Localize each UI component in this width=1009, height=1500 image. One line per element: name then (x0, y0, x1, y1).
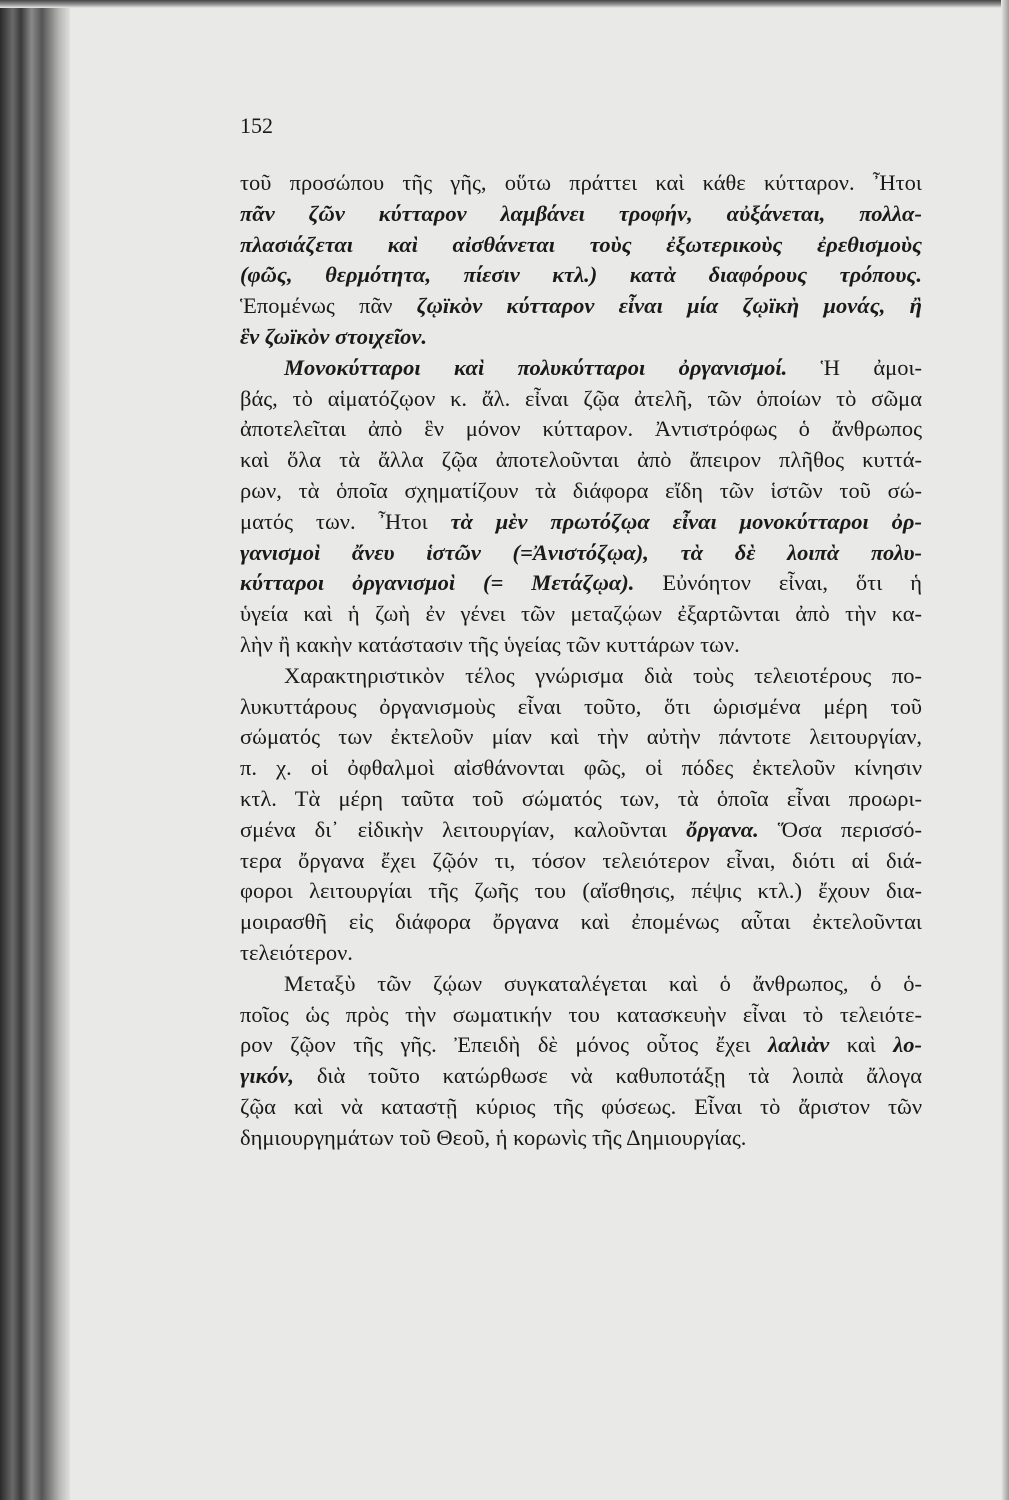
text-segment: ποῖος ὡς πρὸς τὴν σωματικήν του κατασκευὴν εἶναι τὸ τελειότε- (240, 1001, 922, 1027)
text-line (240, 445, 922, 476)
text-line (240, 876, 922, 907)
emphasized-text: πᾶν ζῶν κύτταρον λαμβάνει τροφήν, αὐξάνεται, πολλα- (240, 200, 922, 226)
text-segment: τερα ὄργανα ἔχει ζῷόν τι, τόσον τελειότερον εἶναι, διότι αἱ διά- (240, 847, 922, 873)
emphasized-text: ζῳϊκὸν κύτταρον εἶναι μία ζῳϊκὴ μονάς, ἢ (416, 293, 922, 319)
text-line (240, 1030, 922, 1061)
emphasized-text: γανισμοὶ ἄνευ ἱστῶν (=Ἀνιστόζῳα), τὰ δὲ λοιπὰ πολυ- (240, 539, 922, 565)
text-line (240, 846, 922, 877)
text-segment: σώματός των ἐκτελοῦν μίαν καὶ τὴν αὐτὴν πάντοτε λειτουργίαν, (240, 724, 922, 750)
text-segment: ἀποτελεῖται ἀπὸ ἓν μόνον κύτταρον. Ἀντιστρόφως ὁ ἄνθρωπος (240, 416, 922, 442)
text-line (240, 1061, 922, 1092)
text-segment: λυκυττάρους ὀργανισμοὺς εἶναι τοῦτο, ὅτι ὡρισμένα μέρη τοῦ (240, 693, 922, 719)
page-right-edge (1001, 0, 1009, 1500)
text-line (240, 1123, 922, 1154)
text-segment: τελειότερον. (240, 939, 353, 965)
text-segment: Εὐνόητον εἶναι, ὅτι ἡ (634, 570, 922, 596)
text-segment: Μεταξὺ τῶν ζῴων συγκαταλέγεται καὶ ὁ ἄνθρωπος, ὁ ὁ- (284, 970, 922, 996)
text-line (240, 938, 922, 969)
text-line (240, 353, 922, 384)
text-line (240, 661, 922, 692)
text-line (240, 199, 922, 230)
text-line (240, 599, 922, 630)
text-line (240, 384, 922, 415)
text-segment: τοῦ προσώπου τῆς γῆς, οὕτω πράττει καὶ κάθε κύτταρον. Ἦτοι (240, 170, 922, 195)
book-spine-edge (0, 0, 70, 1500)
text-line (240, 507, 922, 538)
emphasized-text: κύτταροι ὀργανισμοὶ (= Μετάζῳα). (240, 570, 635, 596)
text-line (240, 907, 922, 938)
text-segment: ρον ζῷον τῆς γῆς. Ἐπειδὴ δὲ μόνος οὗτος ἔχει (240, 1032, 769, 1058)
emphasized-text: (φῶς, θερμότητα, πίεσιν κτλ.) κατὰ διαφόρους τρόπους. (240, 262, 922, 288)
text-segment: φοροι λειτουργίαι τῆς ζωῆς του (αἴσθησις, πέψις κτλ.) ἔχουν δια- (240, 878, 922, 904)
page-number: 152 (240, 113, 273, 138)
page-top-edge (0, 0, 1009, 8)
text-line (240, 230, 922, 261)
text-segment: π. χ. οἱ ὀφθαλμοὶ αἰσθάνονται φῶς, οἱ πόδες ἐκτελοῦν κίνησιν (240, 755, 922, 781)
text-segment: σμένα δι᾽ εἰδικὴν λειτουργίαν, καλοῦνται (240, 816, 687, 842)
emphasized-text: πλασιάζεται καὶ αἰσθάνεται τοὺς ἐξωτερικοὺς ἐρεθισμοὺς (240, 231, 922, 257)
text-segment: Ὅσα περισσό- (758, 816, 922, 842)
text-segment: καὶ (829, 1032, 894, 1058)
emphasized-text: λο- (893, 1032, 923, 1058)
text-line (240, 476, 922, 507)
text-segment: Ἑπομένως πᾶν (240, 293, 417, 319)
text-line (240, 414, 922, 445)
text-line (240, 1092, 922, 1123)
text-line (240, 692, 922, 723)
text-segment: διὰ τοῦτο κατώρθωσε νὰ καθυποτάξῃ τὰ λοιπὰ ἄλογα (293, 1063, 922, 1089)
body-text (240, 168, 922, 1154)
emphasized-text: ὄργανα. (686, 816, 759, 842)
text-line (240, 538, 922, 569)
text-line (240, 722, 922, 753)
text-line (240, 260, 922, 291)
text-line (240, 784, 922, 815)
text-segment: λὴν ἢ κακὴν κατάστασιν τῆς ὑγείας τῶν κυττάρων των. (240, 631, 740, 657)
text-line (240, 815, 922, 846)
text-segment: δημιουργημάτων τοῦ Θεοῦ, ἡ κορωνὶς τῆς Δημιουργίας. (240, 1124, 747, 1150)
text-segment: Ἡ ἀμοι- (787, 354, 923, 380)
text-line (240, 1000, 922, 1031)
emphasized-text: γικόν, (240, 1063, 294, 1089)
text-segment: βάς, τὸ αἱματόζῳον κ. ἄλ. εἶναι ζῷα ἀτελῆ, τῶν ὁποίων τὸ σῶμα (240, 385, 922, 411)
emphasized-text: ἓν ζωϊκὸν στοιχεῖον. (240, 323, 428, 349)
text-segment: μοιρασθῆ εἰς διάφορα ὄργανα καὶ ἐπομένως αὗται ἐκτελοῦνται (240, 909, 922, 935)
text-segment: ζῷα καὶ νὰ καταστῇ κύριος τῆς φύσεως. Εἶναι τὸ ἄριστον τῶν (240, 1093, 922, 1119)
text-line (240, 168, 922, 199)
emphasized-text: λαλιὰν (768, 1032, 830, 1058)
text-line (240, 568, 922, 599)
text-line (240, 322, 922, 353)
text-segment: ὑγεία καὶ ἡ ζωὴ ἐν γένει τῶν μεταζῴων ἐξαρτῶνται ἀπὸ τὴν κα- (240, 601, 922, 627)
text-segment: Χαρακτηριστικὸν τέλος γνώρισμα διὰ τοὺς τελειοτέρους πο- (284, 662, 922, 688)
emphasized-text: Μονοκύτταροι καὶ πολυκύτταροι ὀργανισμοί. (284, 354, 788, 380)
text-line (240, 291, 922, 322)
text-segment: κτλ. Τὰ μέρη ταῦτα τοῦ σώματός των, τὰ ὁποῖα εἶναι προωρι- (240, 785, 922, 811)
text-line (240, 753, 922, 784)
text-segment: ματός των. Ἦτοι (240, 508, 451, 534)
text-line (240, 969, 922, 1000)
emphasized-text: τὰ μὲν πρωτόζῳα εἶναι μονοκύτταροι ὀρ- (450, 508, 922, 534)
text-line (240, 630, 922, 661)
text-segment: ρων, τὰ ὁποῖα σχηματίζουν τὰ διάφορα εἴδη τῶν ἱστῶν τοῦ σώ- (240, 477, 922, 503)
text-segment: καὶ ὅλα τὰ ἄλλα ζῷα ἀποτελοῦνται ἀπὸ ἄπειρον πλῆθος κυττά- (240, 447, 922, 473)
